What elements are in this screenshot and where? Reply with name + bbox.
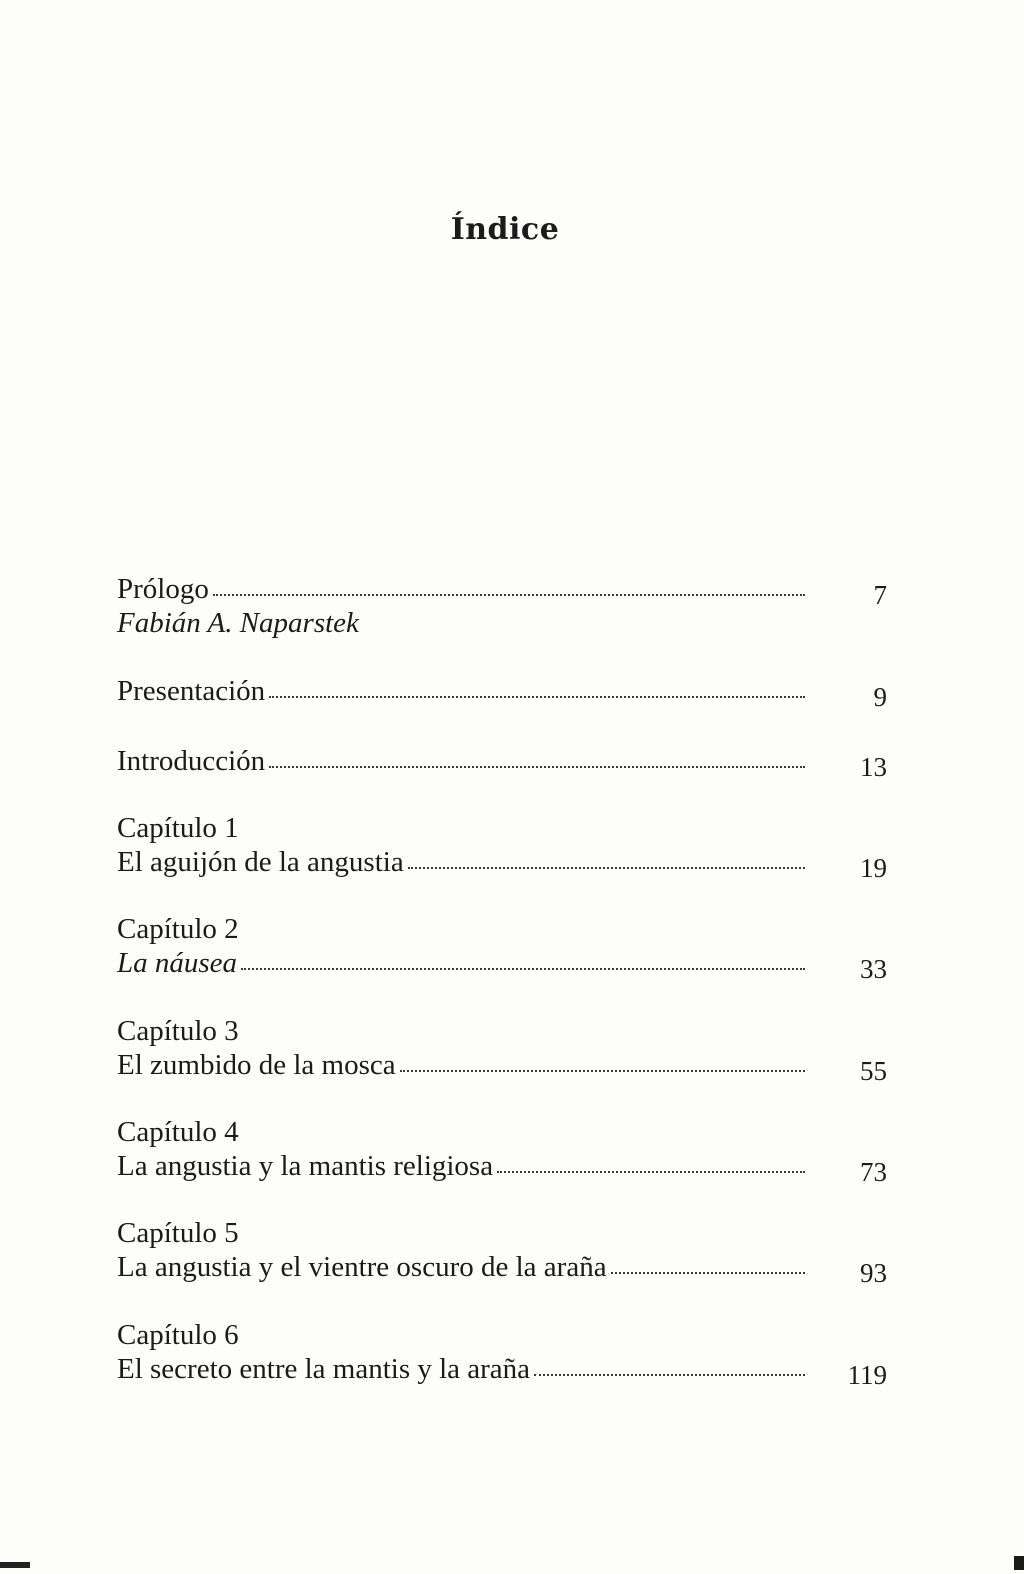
page-title: Índice [450, 212, 560, 248]
toc-chapter-label: Capítulo 4 [117, 1116, 239, 1148]
toc-entry-prologo [117, 572, 887, 640]
toc-entry-title: La náusea [117, 947, 238, 979]
toc-entry-chapter-2 [117, 912, 887, 984]
toc-entry-chapter-4 [117, 1115, 887, 1187]
dot-leader [497, 1171, 805, 1173]
toc-entry-title: La angustia y el vientre oscuro de la araña [117, 1251, 607, 1283]
dot-leader [400, 1070, 805, 1072]
toc-entry-chapter-1 [117, 811, 887, 883]
scan-edge-mark [1014, 1556, 1024, 1570]
scan-edge-mark [0, 1562, 30, 1568]
toc-entry-chapter-3 [117, 1014, 887, 1086]
toc-chapter-label: Capítulo 1 [117, 812, 239, 844]
dot-leader [269, 766, 805, 768]
toc-page-number: 9 [873, 682, 887, 712]
toc-entry-title: El aguijón de la angustia [117, 846, 404, 878]
toc-page-number: 7 [873, 580, 887, 610]
toc-entry-title: Prólogo [117, 573, 209, 605]
toc-page-number: 73 [860, 1157, 887, 1187]
toc-page-number: 119 [847, 1360, 887, 1390]
toc-entry-chapter-6 [117, 1318, 887, 1390]
toc-page-number: 93 [860, 1258, 887, 1288]
toc-chapter-label: Capítulo 2 [117, 913, 239, 945]
toc-entry-author: Fabián A. Naparstek [117, 607, 359, 639]
toc-entry-title: El secreto entre la mantis y la araña [117, 1353, 531, 1385]
toc-page-number: 13 [860, 752, 887, 782]
toc-entry-chapter-5 [117, 1216, 887, 1288]
toc-chapter-label: Capítulo 3 [117, 1015, 239, 1047]
toc-entry-presentacion [117, 674, 887, 712]
toc-chapter-label: Capítulo 5 [117, 1217, 239, 1249]
toc-page-number: 55 [860, 1056, 887, 1086]
toc-entry-title: El zumbido de la mosca [117, 1049, 396, 1081]
dot-leader [241, 968, 805, 970]
dot-leader [213, 594, 805, 596]
toc-entry-title: Introducción [117, 745, 266, 777]
toc-chapter-label: Capítulo 6 [117, 1319, 239, 1351]
dot-leader [611, 1272, 805, 1274]
toc-entry-title: Presentación [117, 675, 266, 707]
toc-entry-title: La angustia y la mantis religiosa [117, 1150, 494, 1182]
toc-entry-introduccion [117, 744, 887, 782]
dot-leader [408, 867, 805, 869]
dot-leader [534, 1374, 805, 1376]
toc-page-number: 33 [860, 954, 887, 984]
toc-page-number: 19 [860, 853, 887, 883]
dot-leader [269, 696, 805, 698]
